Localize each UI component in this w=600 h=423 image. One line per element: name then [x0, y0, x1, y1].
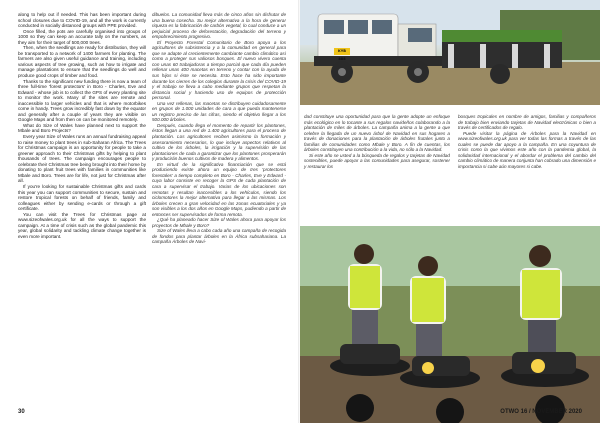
paragraph: dibuelos. La comunidad lleva más de cinco años sin disfrutar de una buena cosecha. Su mejor alternativa a la hora de generar riqueza es la fabricación de carbón vegetal, lo cual conduce a un perjuicial proceso de deforestación, degradación del terreno y empobrecimiento progresivo.	[152, 12, 286, 40]
paragraph: You can visit the Trees for Christmas page at www.sizeofwales.org.uk for all the ways to support the campaign. At a time of crisis such as the global pandemic this year, global solidarity and tackling climate change together is even more important.	[18, 211, 146, 239]
page-number: 30	[18, 409, 25, 415]
forest-protectors-photo	[300, 226, 600, 423]
vehicle-photo	[300, 0, 600, 105]
paragraph: Thanks to the significant new funding there is now a team of three full-time 'forest protectors' in Boro - Charles, Eve and Edward - whose job is to collect the GPS of every planting site to monitor the work. Many of the sites are remote and inaccessible to larger vehicles and that is where motorbikes come in handy. Trees grow incredibly fast down by the equator and generally after a couple of years they are visible on Google Maps and from then on can be monitored remotely.	[18, 78, 146, 123]
english-article-column	[18, 12, 146, 394]
paragraph: What do Size of Wales have planned next to support the Mbale and Boro Projects?	[18, 122, 146, 134]
motorbike-riders-illustration	[300, 226, 600, 423]
paragraph: Después, cuando llega el momento de repartir los plantones, éstos llegan a una red de 1.400 agricultores para el proceso de plantación. Los agricultores reciben asimismo la formación y asesoramiento necesarios, lo que incluye aspectos relativos al cultivo de los árboles, la irrigación y la supervisión de las plantaciones de cada a garantizar que los plantones prosperarán y producirán buenos cultivos de madera y alimentos.	[152, 122, 286, 162]
license-plate: KYB 888	[338, 49, 346, 61]
paragraph: If you're looking for sustainable Christmas gifts and cards this year you can support communities to secure, sustain and restore tropical forests on behalf of friends, family and colleagues either by sending e-cards or through a gift certificate.	[18, 183, 146, 212]
paragraph: Puede visitar la página de Árboles para la Navidad en www.sizeofwales.org.uk para ver todas las formas a través de las cuales se puede dar apoyo a la campaña. En una coyuntura de crisis como la que vivimos este año con la pandemia global, la solidaridad internacional y el abordar el problema del cambio del cambio climático de manera conjunta han cobrado una dimensión e importancia si cabe aún mayores si cabe.	[458, 130, 596, 169]
spanish-article-column	[152, 12, 286, 394]
paragraph: ¿Qué ha planeado hacer Size of Wales ahora para apoyar los proyectos de Mbale y Boro?	[152, 217, 286, 228]
spanish-article-column	[454, 114, 596, 222]
paragraph: Una vez rellenas, las macetas se distribuyen cuidadosamente en grupos de 1.000 unidades de cara a que pueda mantenerse un registro preciso de las cifras, siendo el objetivo llegar a los 500.000 árboles.	[152, 100, 286, 123]
paragraph: Then, when the seedlings are ready for distribution, they will be transported to a network of 1400 farmers for planting. The farmers are also given useful guidance and training, including various aspects of tree growing, such as how to irrigate and manage plantations to ensure that the seedlings do well and produce good crops of timber and food.	[18, 45, 146, 79]
paragraph: Every year Size of Wales runs an annual fundraising appeal to raise money to plant trees in sub-Saharan Africa. The Trees for Christmas campaign is an opportunity for people to take a greener approach to their Christmas gifts by helping to plant thousands of trees. The campaign encourages people to celebrate their Christmas tree being brought into their home by donating to plant fruit trees with families in communities like Mbale and Boro. Trees are for life, not just for Christmas after all.	[18, 134, 146, 184]
paragraph: bosques tropicales en nombre de amigos, familias y compañeros de trabajo bien enviando tarjetas de Navidad electrónicas o bien a través de certificados de regalo.	[458, 114, 596, 131]
right-page	[300, 0, 600, 423]
spanish-article-column	[300, 114, 450, 222]
paragraph: En virtud de la significativa financiación que se está produciendo existe ahora un equipo de tres 'protectores forestales' a tiempo completo en Boro - Charles, Eve y Edward - cuya labor consiste en recoger la GPS de cada plantación de cara a supervisar el trabajo. Varias de los ubicaciones son remotas y resultan inaccesibles a los vehículos, siendo los ciclomotores la mejor alternativa para llegar a las mismas. Los árboles crecen a gran velocidad en las zonas ecuatoriales y ya son visibles a los dos años en Google Maps, pudiendo a partir de entonces ser supervisados de forma remota.	[152, 161, 286, 217]
paragraph: Once filled, the pots are carefully organised into groups of 1000 so they can keep an accurate tally on the numbers, as they aim for their target of 500,000 trees.	[18, 28, 146, 45]
paragraph: El Proyecto Forestal Comunitario de Boro apoya a los agricultores de subsistencia y a la comunidad en general para que se adapte al crecientemente cambiante cambio climático así como a proteger sus valiosos bosques. El nuevo vivero cuenta con unas 60 trabajadoras a tiempo parcial que cada día pueden rellenar unas 400 macetas en terreno y contar con la ayuda de sus hijos si éste se necesita. Esto hace ha sido importante durante los cierres de los colegios durante la crisis del COVID-19 y el trabajo se lleva a cabo mediante grupos que respetan la distancia social y haciendo uso de equipos de protección personal.	[152, 39, 286, 101]
magazine-folio: OTWO 16 / NOVEMBER 2020	[500, 409, 582, 415]
paragraph: Size of Wales lleva a cabo cada año una campaña de recogida de fondos para plantar árboles en la África subsahariana. La campaña Árboles de Navi-	[152, 228, 286, 245]
paragraph: dad constituye una oportunidad para que la gente adopte un enfoque más ecológico en lo tocante a sus regalos navideños colaborando a la plantación de miles de árboles. La campaña anima a la gente a que celebre la llegada de un nuevo árbol de Navidad en sus hogares a través de donaciones para la plantación de árboles frutales junto a familias de comunidades como Mbale y Boro. A fin de cuentas, los árboles constituyen una contribución a la vida, no sólo a la Navidad.	[304, 114, 450, 153]
paragraph: Si este año se usted a la búsqueda de regalos y tarjetas de Navidad sostenibles, puede apoyar a las comunidades para asegurar, sostener y restaurar los	[304, 152, 450, 169]
paragraph: along to help out if needed. This has been important during school closures due to COVID-19, and all the work is currently conducted in socially distanced groups with PPE provided.	[18, 12, 146, 29]
